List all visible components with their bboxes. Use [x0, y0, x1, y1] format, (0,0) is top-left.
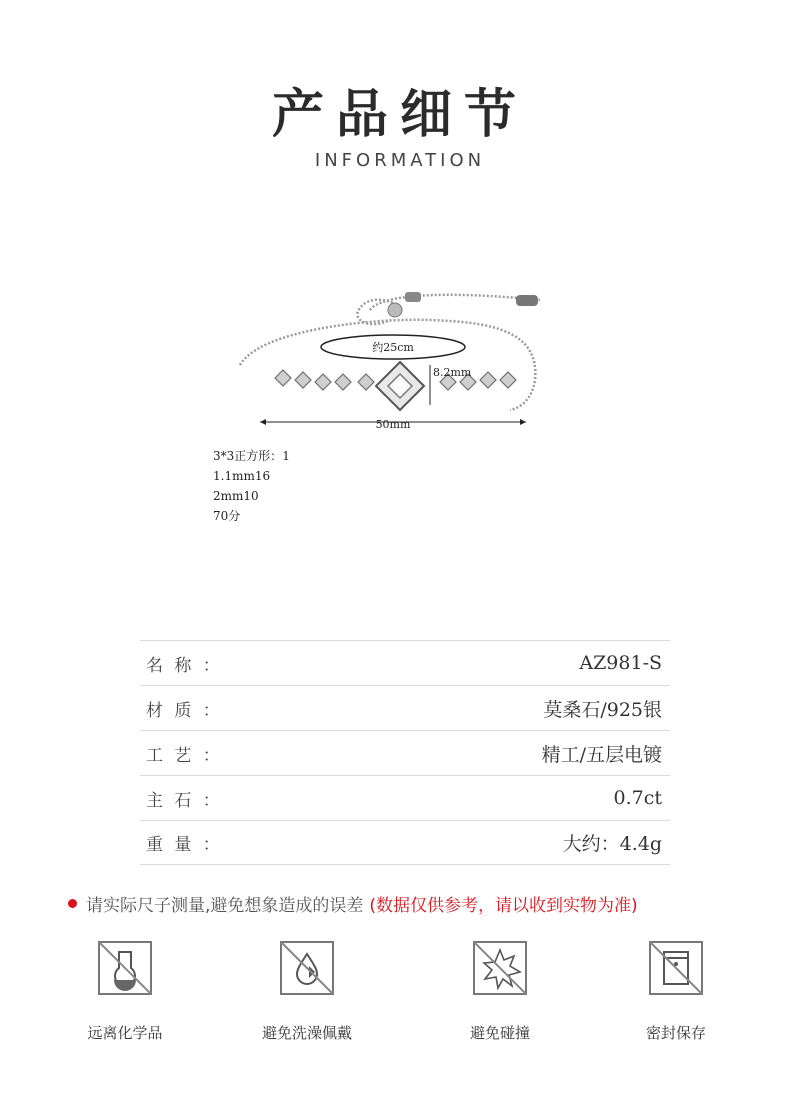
detail-row-main-stone: [140, 775, 670, 820]
detail-key: 名 称 ：: [146, 655, 223, 676]
spec-note-line: 1.1mm16: [213, 469, 271, 483]
care-item-chemicals: [55, 940, 195, 1043]
care-label: 密封保存: [645, 1024, 706, 1042]
impact-burst-icon: [472, 940, 528, 996]
sealed-bag-icon: [648, 940, 704, 996]
spec-note-line: 70分: [213, 509, 241, 523]
detail-value: 精工/五层电镀: [541, 743, 662, 766]
care-item-impact: [430, 940, 570, 1043]
care-item-sealed: [606, 940, 746, 1043]
notice-emphasis-text: (数据仅供参考，请以收到实物为准): [369, 896, 638, 916]
bullet-dot-icon: [68, 899, 77, 908]
chain-end-cap: [405, 292, 421, 302]
measurement-notice: [68, 891, 638, 916]
detail-key: 重 量 ：: [146, 835, 223, 855]
length-label: 50mm: [375, 418, 411, 431]
slider-bead: [388, 303, 402, 317]
chain-end-cap: [516, 295, 538, 306]
circumference-label: 约25cm: [372, 341, 414, 354]
care-label: 避免碰撞: [469, 1024, 530, 1042]
detail-value: 0.7ct: [613, 787, 662, 809]
detail-value: 大约：4.4g: [562, 833, 662, 855]
spec-notes: [213, 446, 290, 526]
detail-value: AZ981-S: [579, 652, 662, 674]
care-label: 远离化学品: [87, 1024, 163, 1042]
detail-key: 主 石 ：: [146, 790, 223, 811]
chemical-flask-icon: [97, 940, 153, 996]
page-subtitle: INFORMATION: [314, 150, 486, 171]
detail-row-weight: [140, 820, 670, 865]
care-label: 避免洗澡佩戴: [261, 1024, 352, 1042]
spec-note-line: 2mm10: [213, 489, 259, 503]
height-label: 8.2mm: [433, 366, 472, 379]
detail-row-material: [140, 685, 670, 730]
detail-row-name: [140, 640, 670, 685]
notice-main-text: 请实际尺子测量,避免想象造成的误差: [86, 896, 364, 916]
care-item-water: [237, 940, 377, 1043]
center-stone: [376, 362, 424, 410]
detail-row-craft: [140, 730, 670, 775]
detail-key: 材 质 ：: [146, 700, 223, 721]
water-drop-icon: [279, 940, 335, 996]
page-title: 产品细节: [271, 85, 528, 145]
details-table: [140, 640, 670, 865]
spec-note-line: 3*3正方形：1: [213, 449, 290, 463]
detail-value: 莫桑石/925银: [543, 698, 662, 721]
detail-key: 工 艺 ：: [146, 745, 223, 766]
bracelet-image: [220, 270, 560, 450]
